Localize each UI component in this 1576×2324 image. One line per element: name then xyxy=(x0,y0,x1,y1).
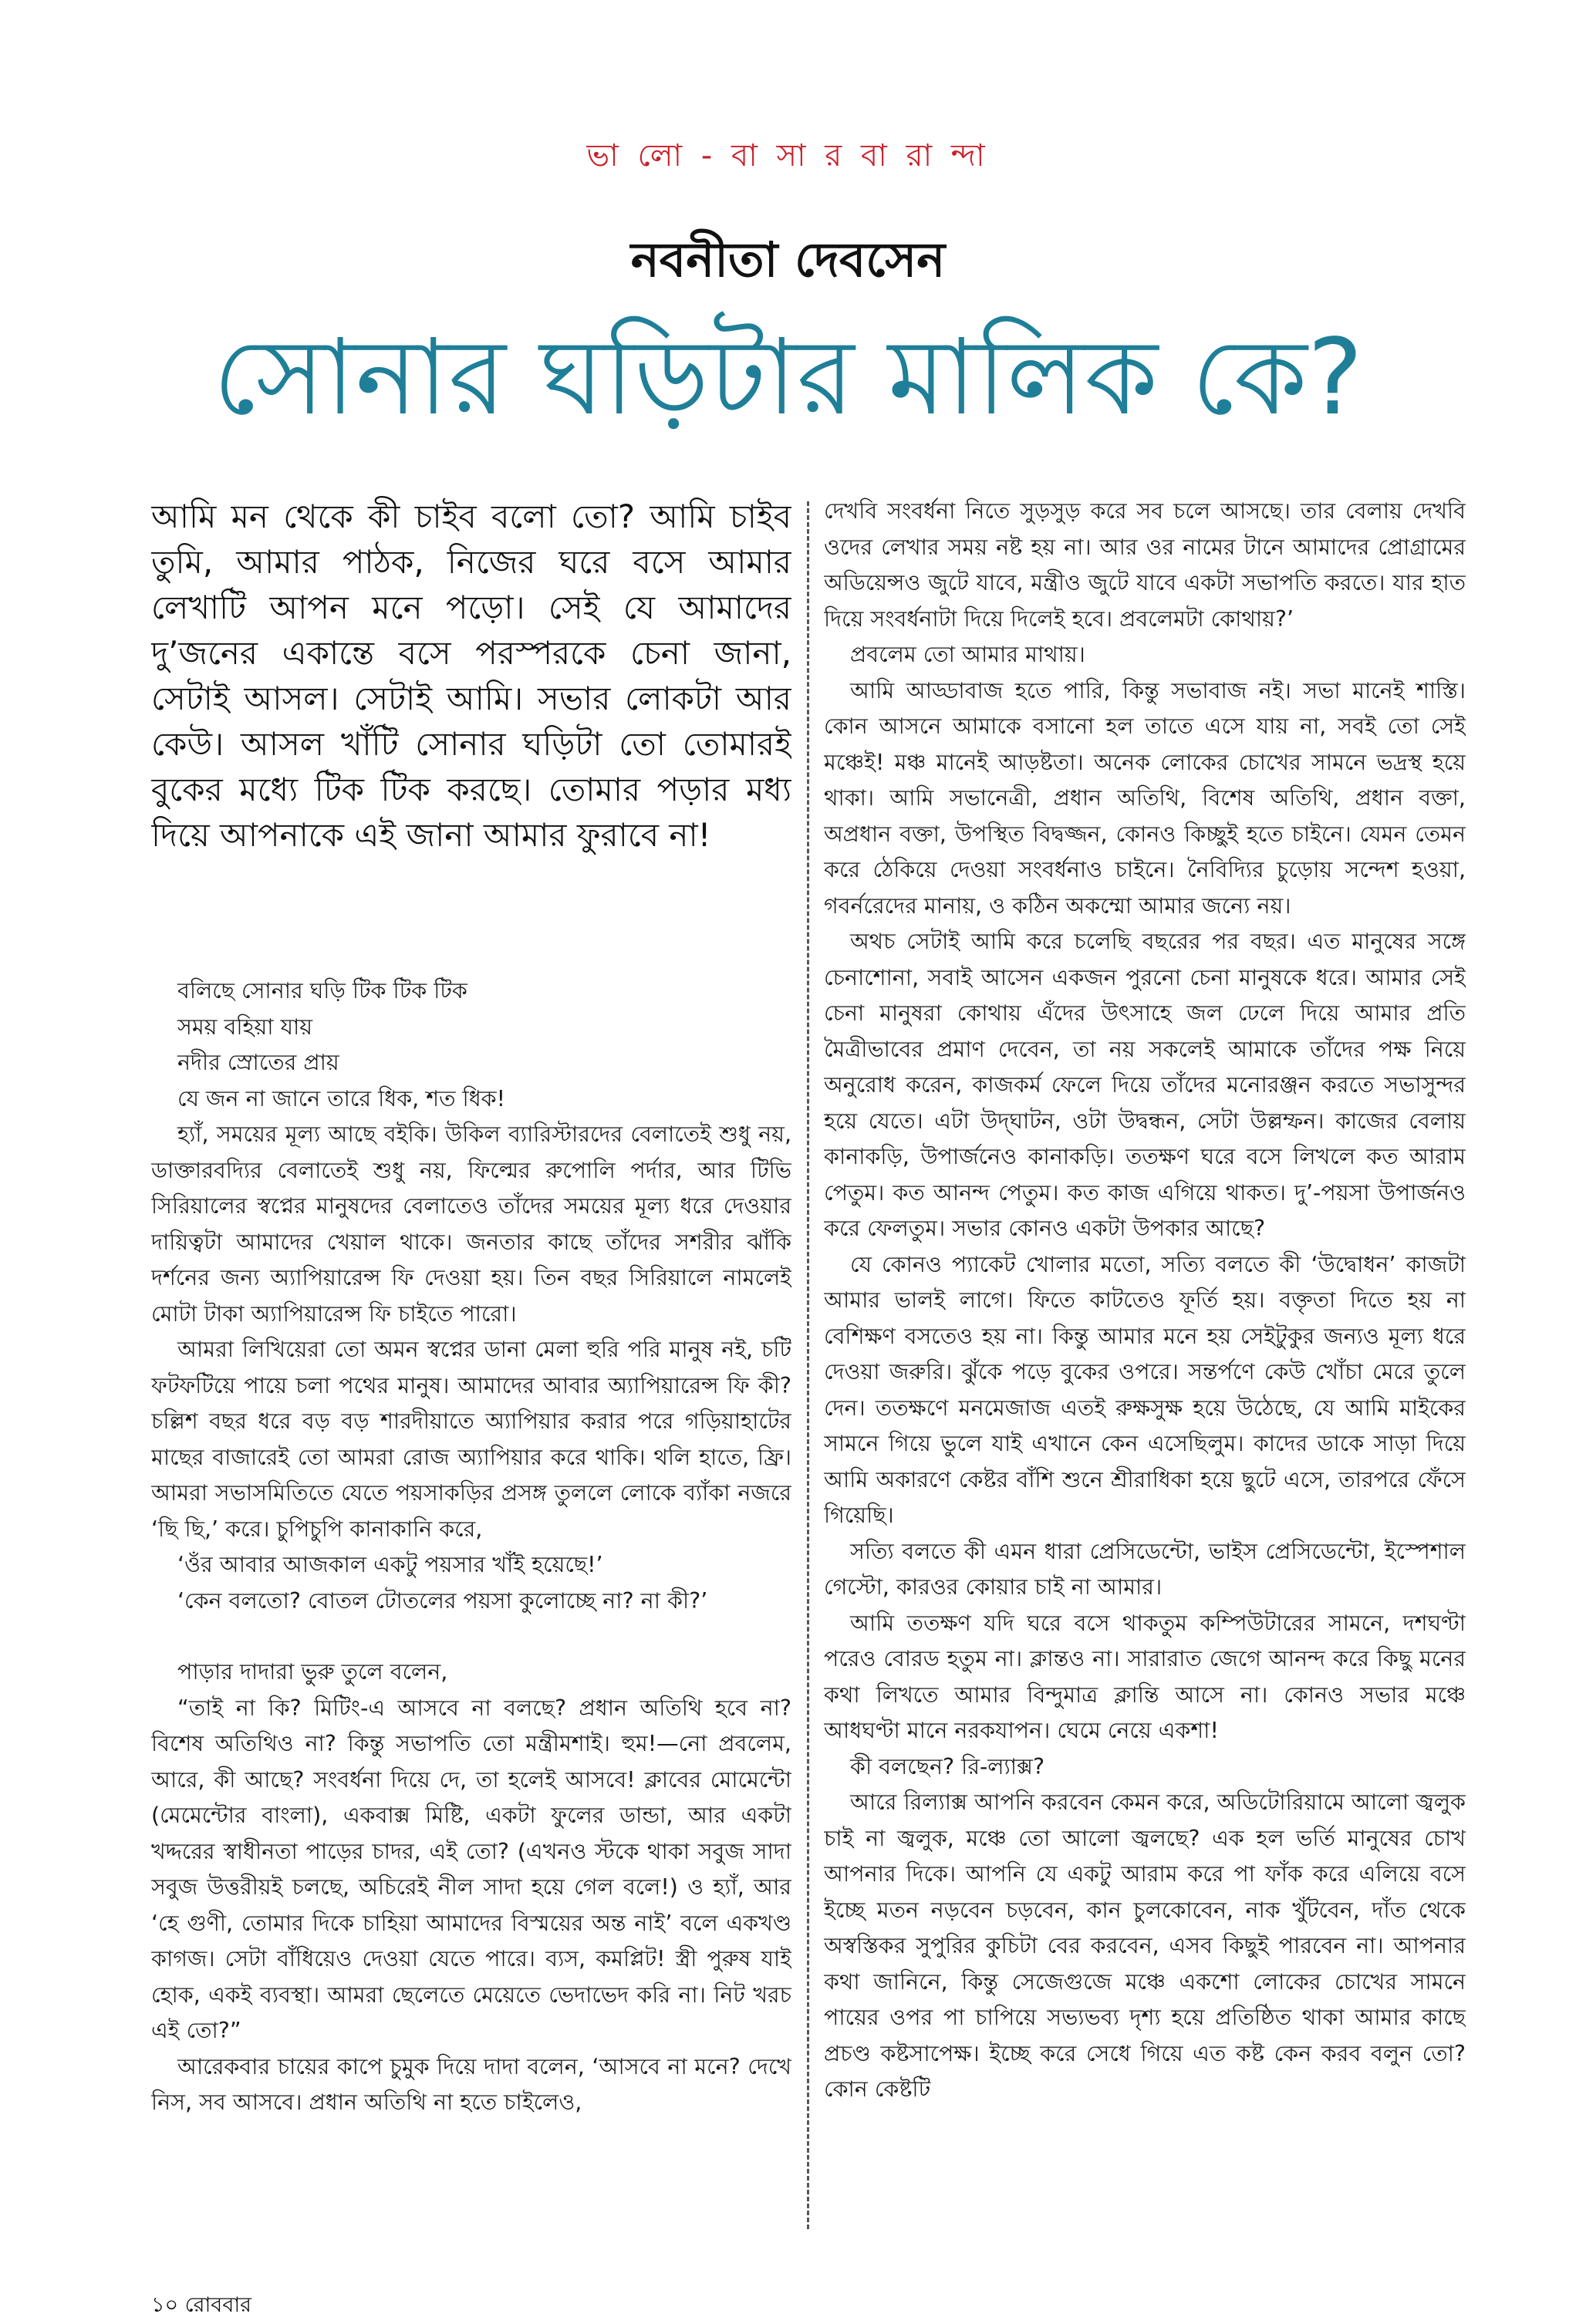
author-byline: নবনীতা দেবসেন xyxy=(630,231,946,288)
right-column xyxy=(824,494,1466,2245)
body-paragraph: আমি আড্ডাবাজ হতে পারি, কিন্তু সভাবাজ নই। সভা মানেই শাস্তি। কোন আসনে আমাকে বসানো হল তাতে এসে যায় না, সবই তো সেই মঞ্চেই! মঞ্চ মানেই আড়ষ্টতা। অনেক লোকের চোখের সামনে ভদ্রস্থ হয়ে থাকা। আমি সভানেত্রী, প্রধান অতিথি, বিশেষ অতিথি, প্রধান বক্তা, অপ্রধান বক্তা, উপস্থিত বিদ্বজ্জন, কোনও কিচ্ছুই হতে চাইনে। যেমন তেমন করে ঠেকিয়ে দেওয়া সংবর্ধনাও চাইনে। নৈবিদ্যির চুড়োয় সন্দেশ হওয়া, গবর্নরেদের মানায়, ও কঠিন অকম্মো আমার জন্যে নয়। xyxy=(824,677,1466,919)
page-folio: ১০ রোববার xyxy=(151,2293,252,2317)
body-paragraph: আরে রিল্যাক্স আপনি করবেন কেমন করে, অডিটোরিয়ামে আলো জ্বলুক চাই না জ্বলুক, মঞ্চে তো আলো জ্বলছে? এক হল ভর্তি মানুষের চোখ আপনার দিকে। আপনি যে একটু আরাম করে পা ফাঁক করে এলিয়ে বসে ইচ্ছে মতন নড়বেন চড়বেন, কান চুলকোবেন, নাক খুঁটবেন, দাঁত থেকে অস্বস্তিকর সুপুরির কুচিটা বের করবেন, এসব কিছুই পারবেন না। আপনার কথা জানিনে, কিন্তু সেজেগুজে মঞ্চে একশো লোকের চোখের সামনে পায়ের ওপর পা চাপিয়ে সভ্যভব্য দৃশ্য হয়ে প্রতিষ্ঠিত থাকা আমার কাছে প্রচণ্ড কষ্টসাপেক্ষ। ইচ্ছে করে সেধে গিয়ে এত কষ্ট কেন করব বলুন তো? কোন কেষ্টটি xyxy=(824,1789,1466,2102)
poem-line: যে জন না জানে তারে ধিক, শত ধিক! xyxy=(177,1085,506,1111)
body-paragraph: কী বলছেন? রি-ল্যাক্স? xyxy=(850,1753,1045,1779)
body-paragraph: আরেকবার চায়ের কাপে চুমুক দিয়ে দাদা বলেন, ‘আসবে না মনে? দেখে নিস, সব আসবে। প্রধান অতিথি না হতে চাইলেও, xyxy=(151,2053,791,2115)
poem-quote xyxy=(177,973,791,1117)
body-paragraph: প্রবলেম তো আমার মাথায়। xyxy=(850,642,1085,667)
article-headline: সোনার ঘড়িটার মালিক কে? xyxy=(213,317,1363,439)
body-paragraph: ‘কেন বলতো? বোতল টোতলের পয়সা কুলোচ্ছে না? না কী?’ xyxy=(177,1587,708,1614)
intro-standfirst: আমি মন থেকে কী চাইব বলো তো? আমি চাইব তুমি, আমার পাঠক, নিজের ঘরে বসে আমার লেখাটি আপন মনে পড়ো। সেই যে আমাদের দু’জনের একান্তে বসে পরস্পরকে চেনা জানা, সেটাই আসল। সেটাই আমি। সভার লোকটা আর কেউ। আসল খাঁটি সোনার ঘড়িটা তো তোমারই বুকের মধ্যে টিক টিক করছে। তোমার পড়ার মধ্য দিয়ে আপনাকে এই জানা আমার ফুরাবে না! xyxy=(151,498,791,854)
body-paragraph: পাড়ার দাদারা ভুরু তুলে বলেন, xyxy=(177,1659,448,1685)
poem-line: সময় বহিয়া যায় xyxy=(177,1014,313,1040)
body-paragraph: “তাই না কি? মিটিং-এ আসবে না বলছে? প্রধান অতিথি হবে না? বিশেষ অতিথিও না? কিন্তু সভাপতি তো মন্ত্রীমশাই। হুম!—নো প্রবলেম, আরে, কী আছে? সংবর্ধনা দিয়ে দে, তা হলেই আসবে! ক্লাবের মোমেন্টো (মেমেন্টোর বাংলা), একবাক্স মিষ্টি, একটা ফুলের ডান্ডা, আর একটা খদ্দরের স্বাধীনতা পাড়ের চাদর, এই তো? (এখনও স্টকে থাকা সবুজ সাদা সবুজ উত্তরীয়ই চলছে, অচিরেই নীল সাদা হয়ে গেল বলে!) ও হ্যাঁ, আর ‘হে গুণী, তোমার দিকে চাহিয়া আমাদের বিস্ময়ের অন্ত নাই’ বলে একখণ্ড কাগজ। সেটা বাঁধিয়েও দেওয়া যেতে পারে। ব্যস, কমপ্লিট! স্ত্রী পুরুষ যাই হোক, একই ব্যবস্থা। আমরা ছেলেতে মেয়েতে ভেদাভেদ করি না। নিট খরচ এই তো?” xyxy=(151,1695,791,2043)
body-paragraph: অথচ সেটাই আমি করে চলেছি বছরের পর বছর। এত মানুষের সঙ্গে চেনাশোনা, সবাই আসেন একজন পুরনো চেনা মানুষকে ধরে। আমার সেই চেনা মানুষরা কোথায় এঁদের উৎসাহে জল ঢেলে দিয়ে আমার প্রতি মৈত্রীভাবের প্রমাণ দেবেন, তা নয় সকলেই আমাকে তাঁদের পক্ষ নিয়ে অনুরোধ করেন, কাজকর্ম ফেলে দিয়ে তাঁদের মনোরঞ্জন করতে সভাসুন্দর হয়ে যেতে। এটা উদ্‌ঘাটন, ওটা উদ্বন্ধন, সেটা উল্লম্ফন। কাজের বেলায় কানাকড়ি, উপার্জনেও কানাকড়ি। ততক্ষণ ঘরে বসে লিখলে কত আরাম পেতুম। কত আনন্দ পেতুম। কত কাজ এগিয়ে থাকত। দু’-পয়সা উপার্জনও করে ফেলতুম। সভার কোনও একটা উপকার আছে? xyxy=(824,929,1466,1241)
poem-line: বলিছে সোনার ঘড়ি টিক টিক টিক xyxy=(177,978,467,1003)
column-divider xyxy=(807,501,809,2229)
body-paragraph: আমরা লিখিয়েরা তো অমন স্বপ্নের ডানা মেলা হুরি পরি মানুষ নই, চটি ফটফটিয়ে পায়ে চলা পথের মানুষ। আমাদের আবার অ্যাপিয়ারেন্স ফি কী? চল্লিশ বছর ধরে বড় বড় শারদীয়াতে অ্যাপিয়ার করার পরে গড়িয়াহাটের মাছের বাজারেই তো আমরা রোজ অ্যাপিয়ার করে থাকি। থলি হাতে, ফ্রি। আমরা সভাসমিতিতে যেতে পয়সাকড়ির প্রসঙ্গ তুললে লোকে ব্যাঁকা নজরে ‘ছি ছি,’ করে। চুপিচুপি কানাকানি করে, xyxy=(151,1337,791,1542)
body-paragraph: আমি ততক্ষণ যদি ঘরে বসে থাকতুম কম্পিউটারের সামনে, দশঘণ্টা পরেও বোরড হতুম না। ক্লান্তও না। সারারাত জেগে আনন্দ করে কিছু মনের কথা লিখতে আমার বিন্দুমাত্র ক্লান্তি আসে না। কোনও সভার মঞ্চে আধঘণ্টা মানে নরকযাপন। ঘেমে নেয়ে একশা! xyxy=(824,1610,1466,1743)
left-column xyxy=(151,494,791,2245)
paragraph-gap xyxy=(151,1619,791,1654)
poem-line: নদীর স্রোতের প্রায় xyxy=(177,1050,339,1075)
body-paragraph: সত্যি বলতে কী এমন ধারা প্রেসিডেন্টো, ভাইস প্রেসিডেন্টো, ইস্পেশাল গেস্টো, কারওর কোয়ার চাই না আমার। xyxy=(824,1538,1466,1600)
body-paragraph: দেখবি সংবর্ধনা নিতে সুড়সুড় করে সব চলে আসছে। তার বেলায় দেখবি ওদের লেখার সময় নষ্ট হয় না। আর ওর নামের টানে আমাদের প্রোগ্রামের অডিয়েন্সও জুটে যাবে, মন্ত্রীও জুটে যাবে একটা সভাপতি করতে। যার হাত দিয়ে সংবর্ধনাটা দিয়ে দিলেই হবে। প্রবলেমটা কোথায়?’ xyxy=(824,498,1466,632)
body-paragraph: যে কোনও প্যাকেট খোলার মতো, সত্যি বলতে কী ‘উদ্বোধন’ কাজটা আমার ভালই লাগে। ফিতে কাটতেও ফূর্তি হয়। বক্তৃতা দিতে হয় না বেশিক্ষণ বসতেও হয় না। কিন্তু আমার মনে হয় সেইটুকুর জন্যও মূল্য ধরে দেওয়া জরুরি। ঝুঁকে পড়ে বুকের ওপরে। সন্তর্পণে কেউ খোঁচা মেরে তুলে দেন। ততক্ষণে মনমেজাজ এতই রুক্ষসুক্ষ হয়ে উঠেছে, যে আমি মাইকের সামনে গিয়ে ভুলে যাই এখানে কেন এসেছিলুম। কাদের ডাকে সাড়া দিয়ে আমি অকারণে কেষ্টর বাঁশি শুনে শ্রীরাধিকা হয়ে ছুটে এসে, তারপরে ফেঁসে গিয়েছি। xyxy=(824,1251,1466,1528)
body-paragraph: হ্যাঁ, সময়ের মূল্য আছে বইকি। উকিল ব্যারিস্টারদের বেলাতেই শুধু নয়, ডাক্তারবদ্যির বেলাতেই শুধু নয়, ফিল্মের রুপোলি পর্দার, আর টিভি সিরিয়ালের স্বপ্নের মানুষদের বেলাতেও তাঁদের সময়ের মূল্য ধরে দেওয়ার দায়িত্বটা আমাদের খেয়াল থাকে। জনতার কাছে তাঁদের সশরীর ঝাঁকি দর্শনের জন্য অ্যাপিয়ারেন্স ফি দেওয়া হয়। তিন বছর সিরিয়ালে নামলেই মোটা টাকা অ্যাপিয়ারেন্স ফি চাইতে পারো। xyxy=(151,1122,791,1327)
body-paragraph: ‘ওঁর আবার আজকাল একটু পয়সার খাঁই হয়েছে!’ xyxy=(177,1552,603,1577)
column-kicker: ভা লো - বা সা র বা রা ন্দা xyxy=(586,138,990,174)
